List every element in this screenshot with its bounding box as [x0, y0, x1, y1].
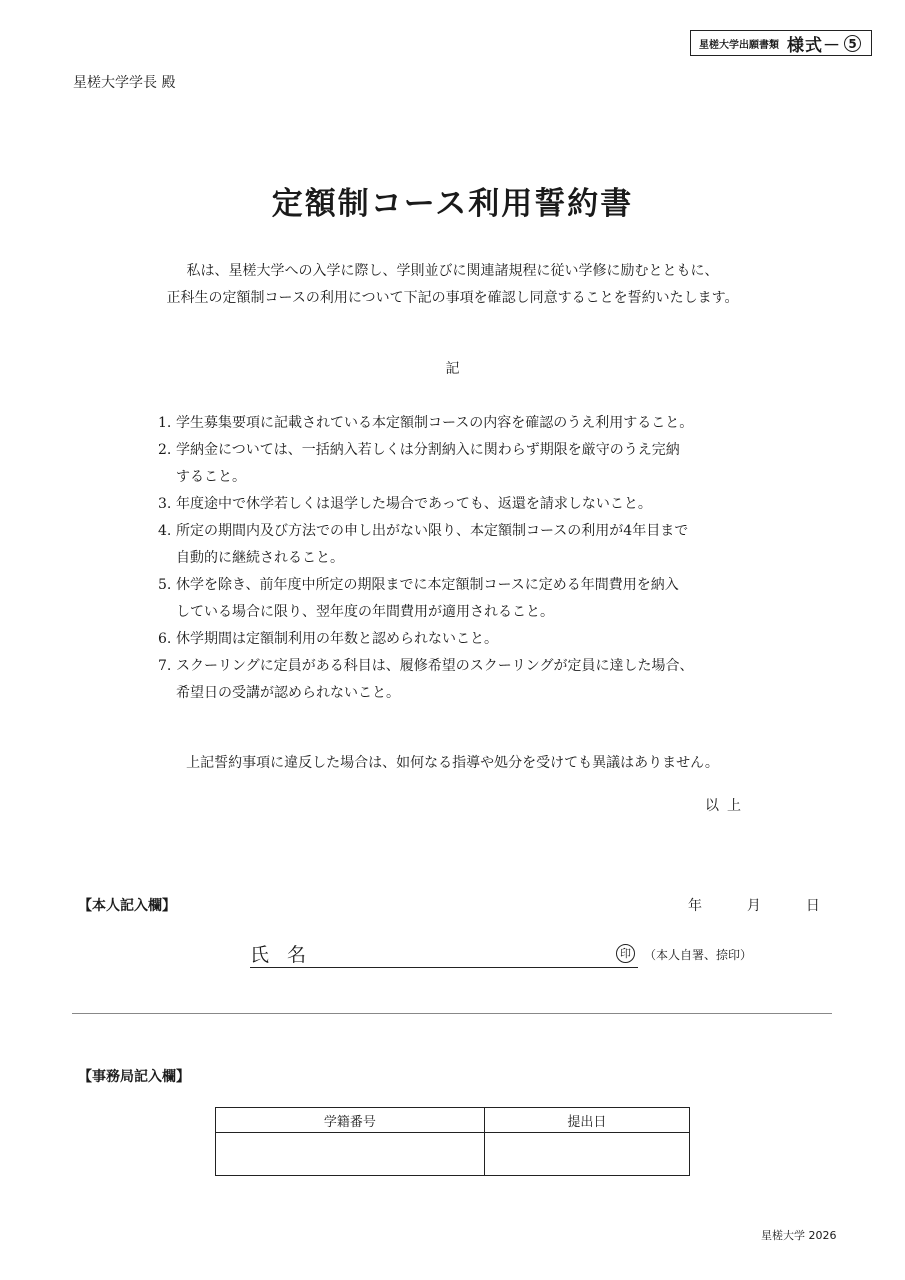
seal-icon: 印	[616, 944, 635, 963]
pledge-number: 3.	[158, 496, 172, 512]
pledge-number: 5.	[158, 577, 172, 593]
pledge-item	[158, 518, 758, 572]
column-header-student-id: 学籍番号	[216, 1108, 485, 1133]
pledge-line: 休学を除き、前年度中所定の期限までに本定額制コースに定める年間費用を納入	[176, 577, 679, 593]
pledge-list	[158, 410, 758, 707]
pledge-text	[176, 410, 758, 437]
pledge-line: している場合に限り、翌年度の年間費用が適用されること。	[176, 604, 554, 620]
document-title: 定額制コース利用誓約書	[271, 186, 634, 222]
form-tag	[690, 30, 872, 56]
ijo-mark: 以上	[705, 798, 749, 814]
pledge-item	[158, 626, 758, 653]
self-section-label: 【本人記入欄】	[78, 898, 176, 914]
pledge-line: 自動的に継続されること。	[176, 550, 344, 566]
pledge-number: 7.	[158, 658, 172, 674]
pledge-line: 学生募集要項に記載されている本定額制コースの内容を確認のうえ利用すること。	[176, 415, 694, 431]
form-mark: 様式－	[787, 35, 841, 56]
office-section-label: 【事務局記入欄】	[78, 1069, 190, 1085]
pledge-number: 2.	[158, 442, 172, 458]
pledge-text	[176, 491, 758, 518]
intro-paragraph	[100, 258, 805, 312]
student-id-cell[interactable]	[216, 1133, 485, 1176]
pledge-line: 年度途中で休学若しくは退学した場合であっても、返還を請求しないこと。	[176, 496, 652, 512]
pledge-text	[176, 626, 758, 653]
pledge-item	[158, 437, 758, 491]
pledge-line: 学納金については、一括納入若しくは分割納入に関わらず期限を厳守のうえ完納	[176, 442, 680, 458]
pledge-line: スクーリングに定員がある科目は、履修希望のスクーリングが定員に達した場合、	[176, 658, 694, 674]
submission-date-cell[interactable]	[484, 1133, 689, 1176]
month-label: 月	[746, 898, 761, 914]
pledge-line: 休学期間は定額制利用の年数と認められないこと。	[176, 631, 498, 647]
pledge-item	[158, 491, 758, 518]
intro-line: 私は、星槎大学への入学に際し、学則並びに関連諸規程に従い学修に励むとともに、	[186, 263, 719, 279]
footer: 星槎大学 2026	[761, 1229, 837, 1242]
form-number: 5	[844, 35, 861, 52]
date-field[interactable]	[688, 895, 820, 915]
intro-line: 正科生の定額制コースの利用について下記の事項を確認し同意することを誓約いたします。	[166, 290, 739, 306]
year-label: 年	[688, 898, 702, 914]
pledge-item	[158, 410, 758, 437]
name-signature-line[interactable]	[250, 967, 638, 968]
pledge-number: 1.	[158, 415, 172, 431]
pledge-line: すること。	[176, 469, 246, 485]
name-label: 氏名	[250, 944, 325, 966]
column-header-submission-date: 提出日	[484, 1108, 689, 1133]
section-divider	[72, 1013, 832, 1014]
pledge-text	[176, 653, 758, 707]
pledge-line: 希望日の受講が認められないこと。	[176, 685, 400, 701]
addressee: 星槎大学学長 殿	[73, 75, 176, 91]
form-category: 星槎大学出願書類	[699, 39, 779, 51]
seal-note: （本人自署、捺印）	[644, 948, 753, 962]
pledge-number: 4.	[158, 523, 172, 539]
pledge-text	[176, 437, 758, 491]
pledge-item	[158, 572, 758, 626]
pledge-number: 6.	[158, 631, 172, 647]
ki-heading: 記	[445, 361, 460, 377]
pledge-text	[176, 518, 758, 572]
pledge-line: 所定の期間内及び方法での申し出がない限り、本定額制コースの利用が4年目まで	[176, 523, 689, 539]
pledge-text	[176, 572, 758, 626]
office-table	[215, 1107, 690, 1176]
day-label: 日	[805, 898, 820, 914]
closing-statement: 上記誓約事項に違反した場合は、如何なる指導や処分を受けても異議はありません。	[186, 755, 719, 771]
pledge-item	[158, 653, 758, 707]
